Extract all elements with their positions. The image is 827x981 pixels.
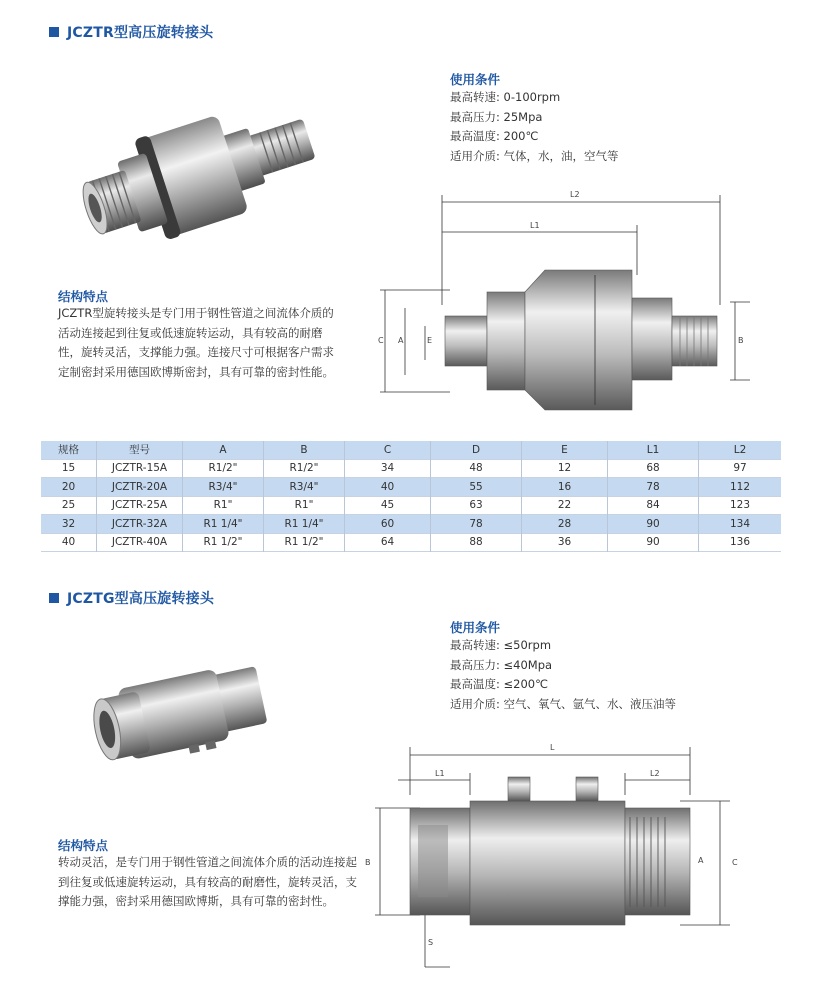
condition-pressure: 最高压力: ≤40Mpa [450,657,553,672]
condition-temperature: 最高温度: ≤200℃ [450,677,549,691]
col-header: C [345,441,431,459]
section1-features-text [58,304,358,382]
dim-label-a: A [398,336,404,345]
cell: 15 [41,459,97,478]
cell: 78 [608,478,699,497]
feature-line: 撑能力强，密封采用德国欧博斯，具有可靠的密封性。 [58,894,334,908]
dim-label-s: S [428,938,434,947]
dim-label-b: B [738,336,744,345]
col-header: L2 [733,443,747,456]
col-header: 型号 [97,441,183,459]
col-header: L1 [608,441,699,459]
cell: 16 [522,478,608,497]
condition-pressure: 最高压力: 25Mpa [450,109,543,124]
cell: 55 [431,478,522,497]
cell: 63 [431,496,522,515]
col-header: 规格 [41,441,97,459]
cell: JCZTR-40A [97,533,183,552]
condition-temperature: 最高温度: 200℃ [450,129,539,143]
feature-line: JCZTR型旋转接头是专门用于钢性管道之间流体介质的 [58,306,334,320]
cell: 64 [345,533,431,552]
condition-speed: 最高转速: ≤50rpm [450,638,552,652]
cell: 88 [431,533,522,552]
table-row [41,533,781,552]
dim-label-l2: L2 [650,769,660,778]
dim-label-l2: L2 [570,190,580,199]
cell: R3/4" [264,478,345,497]
col-header: B [264,441,345,459]
cell: R3/4" [183,478,264,497]
cell: 36 [522,533,608,552]
cell: 97 [733,462,747,475]
cell: 90 [608,515,699,534]
section1-conditions-list [450,88,619,166]
cell: R1 1/4" [264,515,345,534]
dim-label-a: A [698,856,704,865]
dim-label-e: E [427,336,433,345]
section2-conditions-list [450,636,676,714]
col-header: E [522,441,608,459]
feature-line: 定制密封采用德国欧博斯密封，具有可靠的密封性能。 [58,364,334,379]
cell: JCZTR-15A [97,459,183,478]
cell: 84 [608,496,699,515]
dim-label-b: B [365,858,371,867]
feature-line: 转动灵活，是专门用于钢性管道之间流体介质的活动连接起 [58,855,357,869]
cell: JCZTR-25A [97,496,183,515]
table-row [41,459,781,478]
dim-label-l1: L1 [435,769,445,778]
condition-speed: 最高转速: 0-100rpm [450,90,561,104]
col-header: D [431,441,522,459]
cell: 112 [729,480,751,493]
jcztr-dimension-drawing [370,180,770,420]
feature-line: 到往复或低速旋转运动，具有较高的耐磨性，旋转灵活，支 [58,874,357,889]
cell: JCZTR-20A [97,478,183,497]
cell: 32 [41,515,97,534]
cell: 22 [522,496,608,515]
cell: 68 [608,459,699,478]
cell: 123 [729,499,751,512]
cell: 48 [431,459,522,478]
col-header: A [183,441,264,459]
cell: R1" [264,496,345,515]
dim-label-l: L [550,743,555,752]
section2-title-marker [49,593,59,603]
cell: 12 [522,459,608,478]
cell: 34 [345,459,431,478]
section2-title: JCZTG型高压旋转接头 [67,591,215,607]
section2-features-heading: 结构特点 [58,838,109,853]
feature-line: 性，旋转灵活，支撑能力强。连接尺寸可根据客户需求 [58,345,334,359]
cell: R1/2" [264,459,345,478]
table-row [41,496,781,515]
cell: R1" [183,496,264,515]
cell: JCZTR-32A [97,515,183,534]
table-row [41,478,781,497]
cell: 78 [431,515,522,534]
section2-conditions-heading: 使用条件 [450,620,501,635]
dim-label-c: C [732,858,738,867]
condition-media: 适用介质: 空气、氧气、氩气、水、液压油等 [450,696,677,711]
condition-media: 适用介质: 气体，水，油，空气等 [450,148,619,163]
dim-label-c: C [378,336,384,345]
cell: 60 [345,515,431,534]
section1-title: JCZTR型高压旋转接头 [67,25,214,41]
section2-features-text [58,853,358,912]
section1-title-marker [49,27,59,37]
cell: R1 1/2" [183,533,264,552]
cell: 136 [729,536,751,549]
section1-features-heading: 结构特点 [58,289,109,304]
cell: 90 [608,533,699,552]
table-header-row [41,441,781,459]
cell: R1/2" [183,459,264,478]
cell: 20 [41,478,97,497]
cell: 25 [41,496,97,515]
spec-table [41,441,781,552]
jcztg-product-photo [85,660,285,780]
table-row [41,515,781,534]
cell: 40 [41,533,97,552]
cell: 45 [345,496,431,515]
cell: 134 [729,517,751,530]
section1-conditions-heading: 使用条件 [450,72,501,87]
cell: 28 [522,515,608,534]
cell: 40 [345,478,431,497]
cell: R1 1/2" [264,533,345,552]
cell: R1 1/4" [183,515,264,534]
jcztr-product-photo [70,95,335,255]
dim-label-l1: L1 [530,221,540,230]
jcztg-dimension-drawing [360,735,760,975]
feature-line: 活动连接起到往复或低速旋转运动，具有较高的耐磨 [58,325,323,340]
